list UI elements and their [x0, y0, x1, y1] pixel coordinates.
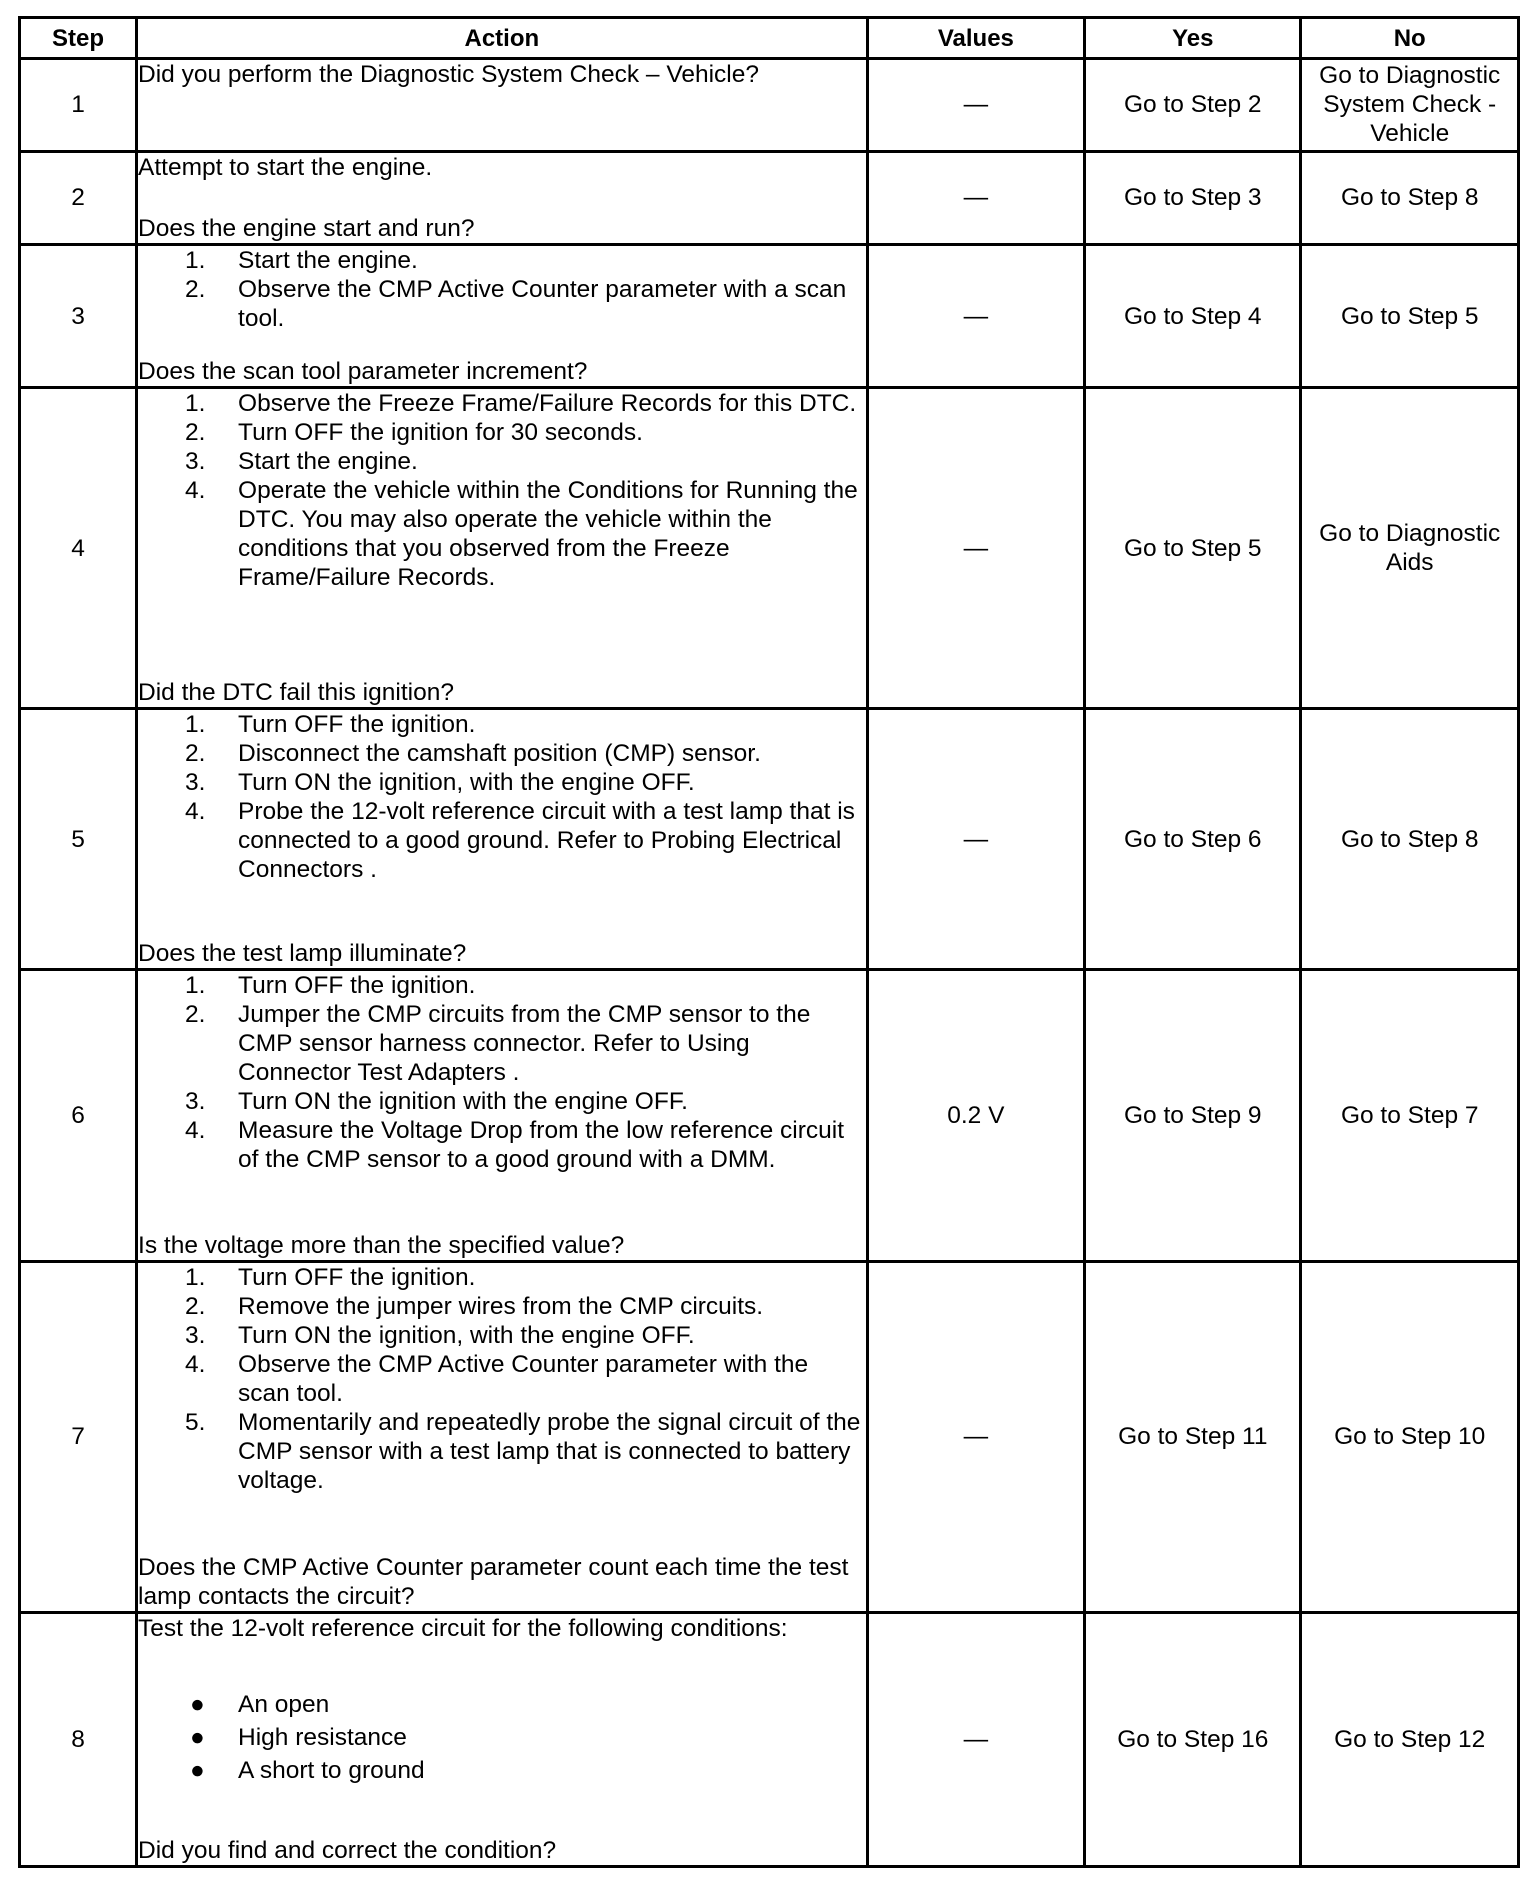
action-cell	[137, 1612, 868, 1866]
condition-item: ● An open	[190, 1690, 330, 1718]
action-cell	[137, 388, 868, 709]
table-row	[20, 969, 1519, 1261]
no-cell: Go to Diagnostic Aids	[1301, 388, 1519, 709]
step-number: 6	[20, 969, 137, 1261]
diagnostic-table	[18, 16, 1520, 1868]
action-step-item: 1. Turn OFF the ignition.	[185, 711, 476, 739]
action-step-item: 1. Observe the Freeze Frame/Failure Records for this DTC.	[185, 390, 857, 418]
action-question: Does the engine start and run?	[138, 214, 475, 242]
step-number: 3	[20, 244, 137, 388]
yes-cell: Go to Step 5	[1085, 388, 1301, 709]
header-yes: Yes	[1085, 18, 1301, 59]
yes-cell: Go to Step 6	[1085, 709, 1301, 969]
action-step-item: 4. Observe the CMP Active Counter parameter with the scan tool.	[185, 1350, 809, 1407]
action-step-item: 3. Turn ON the ignition, with the engine OFF.	[185, 769, 695, 797]
step-number: 7	[20, 1261, 137, 1612]
condition-item: ● A short to ground	[190, 1756, 425, 1784]
value-cell: —	[867, 1261, 1085, 1612]
yes-cell: Go to Step 11	[1085, 1261, 1301, 1612]
action-question: Does the scan tool parameter increment?	[138, 358, 588, 386]
action-step-item: 3. Turn ON the ignition, with the engine OFF.	[185, 1321, 695, 1349]
no-cell: Go to Step 7	[1301, 969, 1519, 1261]
action-step-item: 4. Operate the vehicle within the Conditions for Running the DTC. You may also operate the vehicle within the conditions that you observed from the Freeze Frame/Failure Records.	[185, 477, 858, 592]
action-step-item: 5. Momentarily and repeatedly probe the signal circuit of the CMP sensor with a test lamp that is connected to battery voltage.	[185, 1408, 861, 1494]
condition-list	[138, 1690, 866, 1789]
action-step-item: 2. Turn OFF the ignition for 30 seconds.	[185, 419, 643, 447]
action-question: Is the voltage more than the specified value?	[138, 1231, 625, 1259]
action-step-item: 3. Start the engine.	[185, 448, 418, 476]
no-cell: Go to Step 10	[1301, 1261, 1519, 1612]
action-step-item: 3. Turn ON the ignition with the engine OFF.	[185, 1087, 688, 1115]
value-cell: —	[867, 388, 1085, 709]
action-cell	[137, 709, 868, 969]
action-cell	[137, 151, 868, 244]
value-cell: —	[867, 1612, 1085, 1866]
no-cell: Go to Step 5	[1301, 244, 1519, 388]
yes-cell: Go to Step 9	[1085, 969, 1301, 1261]
value-cell: —	[867, 59, 1085, 152]
table-row	[20, 1612, 1519, 1866]
yes-cell: Go to Step 2	[1085, 59, 1301, 152]
action-step-item: 2. Jumper the CMP circuits from the CMP sensor to the CMP sensor harness connector. Refer to Using Connector Test Adapters .	[185, 1000, 811, 1086]
action-step-item: 1. Start the engine.	[185, 246, 418, 274]
no-cell: Go to Step 8	[1301, 151, 1519, 244]
no-cell: Go to Step 12	[1301, 1612, 1519, 1866]
action-question: Does the test lamp illuminate?	[138, 939, 467, 967]
action-intro: Attempt to start the engine.	[138, 153, 433, 181]
action-steps	[138, 710, 866, 884]
value-cell: 0.2 V	[867, 969, 1085, 1261]
yes-cell: Go to Step 3	[1085, 151, 1301, 244]
step-number: 1	[20, 59, 137, 152]
condition-item: ● High resistance	[190, 1723, 407, 1751]
header-values: Values	[867, 18, 1085, 59]
table-row	[20, 709, 1519, 969]
value-cell: —	[867, 244, 1085, 388]
action-steps	[138, 246, 866, 333]
table-row	[20, 59, 1519, 152]
table-row	[20, 1261, 1519, 1612]
action-steps	[138, 971, 866, 1174]
header-step: Step	[20, 18, 137, 59]
step-number: 5	[20, 709, 137, 969]
action-step-item: 4. Probe the 12-volt reference circuit with a test lamp that is connected to a good ground. Refer to Probing Electrical Connectors .	[185, 798, 855, 884]
action-steps	[138, 1263, 866, 1495]
step-number: 2	[20, 151, 137, 244]
action-step-item: 2. Remove the jumper wires from the CMP circuits.	[185, 1292, 764, 1320]
action-question: Did you find and correct the condition?	[138, 1837, 557, 1864]
step-number: 4	[20, 388, 137, 709]
header-action: Action	[137, 18, 868, 59]
table-row	[20, 388, 1519, 709]
action-question: Does the CMP Active Counter parameter count each time the test lamp contacts the circuit?	[138, 1553, 849, 1610]
action-step-item: 4. Measure the Voltage Drop from the low reference circuit of the CMP sensor to a good ground with a DMM.	[185, 1116, 845, 1173]
action-intro: Did you perform the Diagnostic System Check – Vehicle?	[138, 61, 759, 88]
action-step-item: 2. Observe the CMP Active Counter parameter with a scan tool.	[185, 275, 847, 332]
yes-cell: Go to Step 4	[1085, 244, 1301, 388]
action-intro: Test the 12-volt reference circuit for the following conditions:	[138, 1614, 788, 1642]
action-step-item: 2. Disconnect the camshaft position (CMP) sensor.	[185, 740, 761, 768]
action-step-item: 1. Turn OFF the ignition.	[185, 971, 476, 999]
action-step-item: 1. Turn OFF the ignition.	[185, 1263, 476, 1291]
action-cell	[137, 969, 868, 1261]
step-number: 8	[20, 1612, 137, 1866]
value-cell: —	[867, 151, 1085, 244]
action-steps	[138, 389, 866, 592]
action-cell	[137, 59, 868, 152]
value-cell: —	[867, 709, 1085, 969]
table-row	[20, 151, 1519, 244]
no-cell: Go to Diagnostic System Check - Vehicle	[1301, 59, 1519, 152]
no-cell: Go to Step 8	[1301, 709, 1519, 969]
header-row	[20, 18, 1519, 59]
action-cell	[137, 244, 868, 388]
action-question: Did the DTC fail this ignition?	[138, 679, 454, 707]
yes-cell: Go to Step 16	[1085, 1612, 1301, 1866]
action-cell	[137, 1261, 868, 1612]
table-row	[20, 244, 1519, 388]
header-no: No	[1301, 18, 1519, 59]
